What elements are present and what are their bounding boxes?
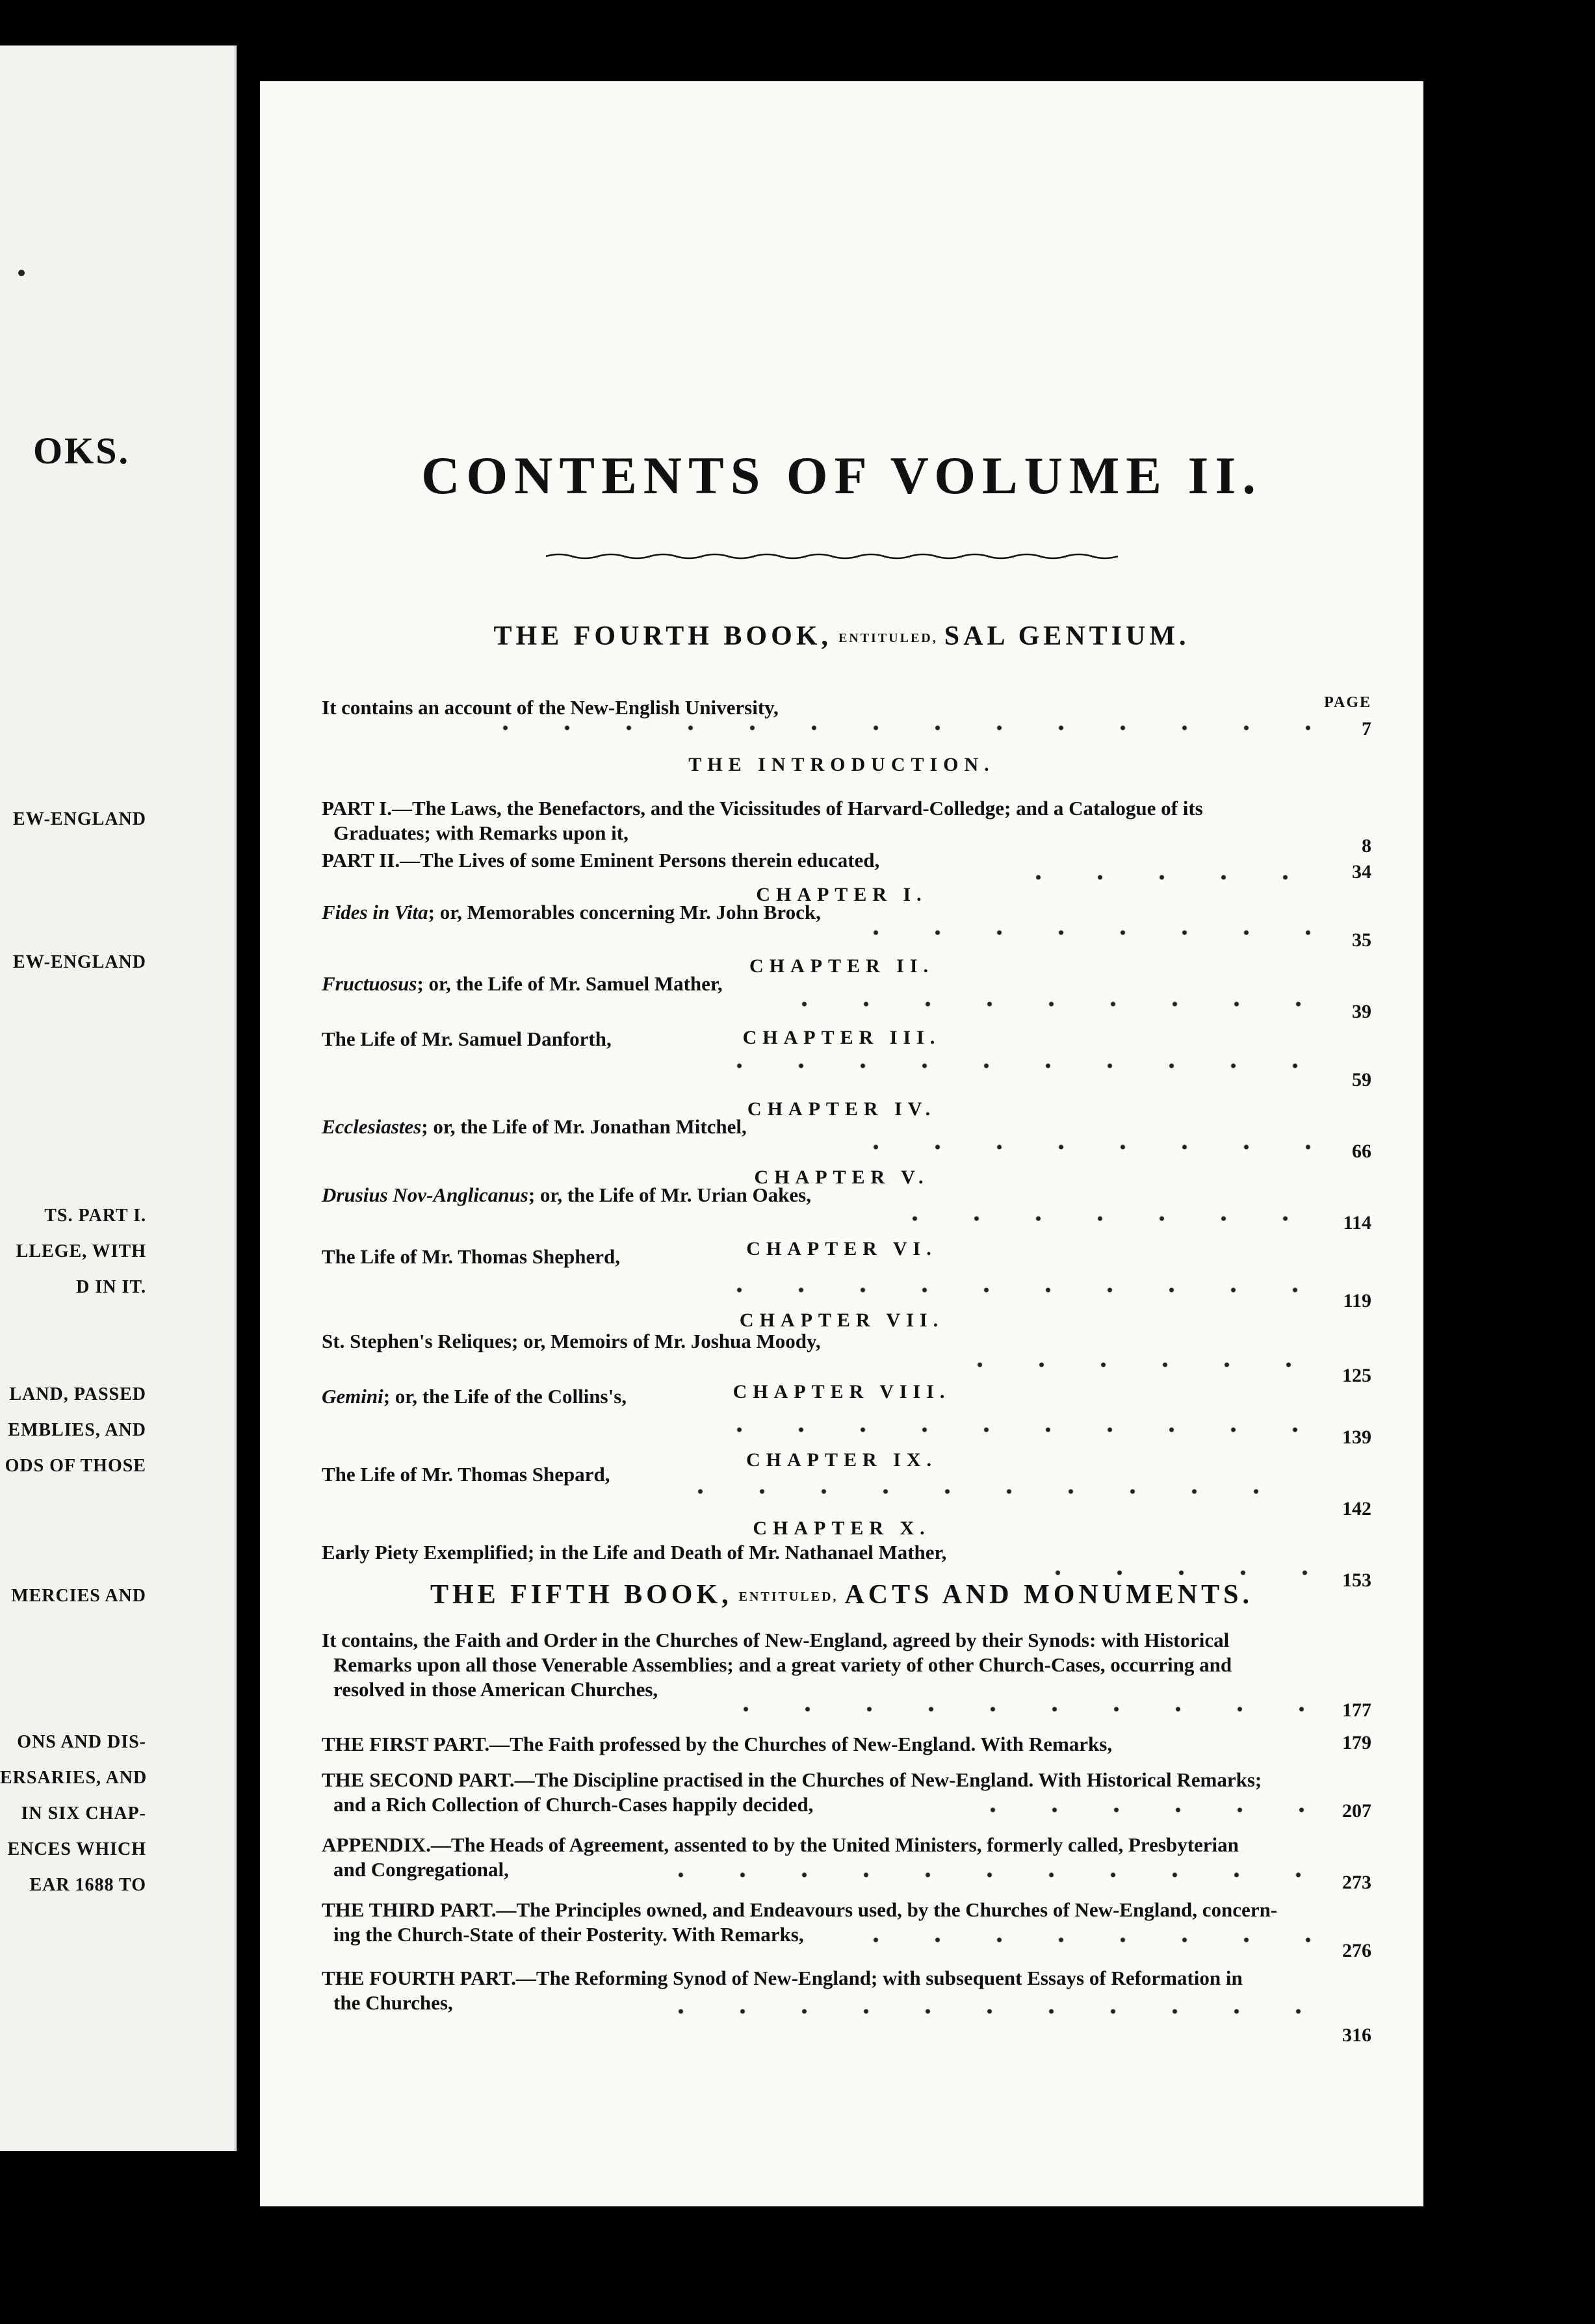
leader-dots <box>650 1868 1313 1881</box>
left-line: MERCIES AND <box>11 1586 146 1606</box>
left-line: D IN IT. <box>76 1277 146 1297</box>
page-number: 207 <box>1342 1800 1371 1822</box>
left-line: ENCES WHICH <box>7 1839 146 1859</box>
left-line: LLEGE, WITH <box>16 1241 146 1261</box>
chapter-heading: CHAPTER IV. <box>747 1098 937 1120</box>
entry-text: resolved in those American Churches, <box>333 1678 658 1701</box>
page-number: 8 <box>1362 835 1371 857</box>
entry-lead: Fructuosus <box>322 972 417 995</box>
leader-dots <box>962 1803 1313 1816</box>
chapter-entry <box>322 1245 1371 1269</box>
book5-entry <box>322 1628 1371 1702</box>
left-line: EW-ENGLAND <box>13 809 146 829</box>
entry-text: THE FIRST PART.—The Faith professed by the Churches of New-England. With Remarks, <box>322 1733 1113 1755</box>
left-heading: OKS. <box>33 430 130 472</box>
page-number: 35 <box>1352 929 1371 951</box>
entry-text: ing the Church-State of their Posterity. With Remarks, <box>333 1923 804 1946</box>
introduction-heading: THE INTRODUCTION. <box>688 754 995 775</box>
entry-text: PART I.—The Laws, the Benefactors, and the Vicissitudes of Harvard-Colledge; and a Catalogue of its <box>322 797 1203 820</box>
book4-heading-a: THE FOURTH BOOK, <box>493 621 832 651</box>
part2-entry <box>322 848 1371 873</box>
leader-dots <box>650 2005 1313 2018</box>
book5-heading-a: THE FIFTH BOOK, <box>430 1580 733 1610</box>
page-number: 273 <box>1342 1872 1371 1893</box>
leader-dots <box>474 721 1313 734</box>
book4-heading <box>260 621 1423 652</box>
page-number: 179 <box>1342 1732 1371 1753</box>
chapter-heading: CHAPTER VI. <box>746 1238 937 1259</box>
entry-text: ; or, the Life of the Collins's, <box>383 1385 627 1408</box>
leader-dots <box>708 1423 1313 1436</box>
book4-intro-entry <box>322 695 1371 720</box>
contents-page <box>260 81 1423 2206</box>
book4-heading-b: SAL GENTIUM. <box>944 621 1190 651</box>
chapter-entry <box>322 1540 1371 1565</box>
entry-text: Early Piety Exemplified; in the Life and Death of Mr. Nathanael Mather, <box>322 1541 947 1564</box>
chapter-entry <box>322 1462 1371 1487</box>
chapter-heading: CHAPTER X. <box>753 1517 931 1539</box>
page-number: 139 <box>1342 1427 1371 1448</box>
leader-dots <box>669 1485 1313 1498</box>
book5-entry <box>322 1732 1371 1757</box>
left-line: IN SIX CHAP- <box>21 1803 146 1824</box>
chapter-heading: CHAPTER IX. <box>746 1449 937 1471</box>
page-number: 316 <box>1342 2024 1371 2046</box>
entry-text: ; or, Memorables concerning Mr. John Brock, <box>428 901 821 923</box>
entry-text: It contains an account of the New-English University, <box>322 696 779 719</box>
entry-text: ; or, the Life of Mr. Jonathan Mitchel, <box>421 1115 747 1138</box>
chapter-entry <box>322 1384 1371 1409</box>
chapter-entry <box>322 1329 1371 1354</box>
chapter-entry <box>322 1115 1371 1139</box>
chapter-entry <box>322 1183 1371 1207</box>
book5-entitled: ENTITULED, <box>738 1589 838 1604</box>
page-number: 119 <box>1343 1290 1371 1311</box>
left-line: TS. PART I. <box>44 1206 146 1226</box>
entry-text: THE THIRD PART.—The Principles owned, and Endeavours used, by the Churches of New-England, concern- <box>322 1898 1278 1921</box>
left-line: EW-ENGLAND <box>13 952 146 972</box>
page-number: 153 <box>1342 1569 1371 1591</box>
leader-dots <box>708 1284 1313 1297</box>
left-line: ODS OF THOSE <box>5 1456 146 1476</box>
page-number: 142 <box>1342 1498 1371 1519</box>
entry-text: Graduates; with Remarks upon it, <box>333 821 629 844</box>
chapter-heading: CHAPTER II. <box>749 955 935 977</box>
left-line: LAND, PASSED <box>9 1384 146 1404</box>
page-title: CONTENTS OF VOLUME II. <box>421 446 1262 505</box>
left-line: ERSARIES, AND <box>0 1768 148 1788</box>
entry-text: the Churches, <box>333 1991 453 2014</box>
entry-lead: Ecclesiastes <box>322 1115 422 1138</box>
page-number: 34 <box>1352 861 1371 883</box>
left-facing-page <box>0 45 237 2151</box>
entry-text: ; or, the Life of Mr. Samuel Mather, <box>417 972 723 995</box>
book4-entitled: ENTITULED, <box>838 630 938 645</box>
ink-mark <box>18 270 25 276</box>
leader-dots <box>1007 871 1313 884</box>
page-number: 7 <box>1362 718 1371 740</box>
entry-lead: Drusius Nov-Anglicanus <box>322 1183 528 1206</box>
left-line: EMBLIES, AND <box>8 1420 146 1440</box>
entry-text: and a Rich Collection of Church-Cases happily decided, <box>333 1793 814 1816</box>
entry-text: The Life of Mr. Thomas Shepherd, <box>322 1245 621 1268</box>
chapter-entry <box>322 972 1371 996</box>
chapter-entry <box>322 900 1371 925</box>
leader-dots <box>715 1703 1313 1716</box>
page-number: 177 <box>1342 1699 1371 1721</box>
part1-entry <box>322 796 1371 846</box>
leader-dots <box>949 1358 1313 1371</box>
book5-heading <box>260 1579 1423 1610</box>
chapter-heading: CHAPTER V. <box>754 1167 929 1188</box>
entry-text: PART II.—The Lives of some Eminent Persons therein educated, <box>322 849 880 872</box>
leader-dots <box>845 1933 1313 1946</box>
entry-text: ; or, the Life of Mr. Urian Oakes, <box>528 1183 811 1206</box>
leader-dots <box>773 998 1313 1011</box>
page-number: 114 <box>1343 1212 1371 1233</box>
left-line: EAR 1688 TO <box>29 1875 146 1895</box>
entry-text: It contains, the Faith and Order in the Churches of New-England, agreed by their Synods: with Historical <box>322 1629 1230 1651</box>
entry-text: APPENDIX.—The Heads of Agreement, assented to by the United Ministers, formerly called, Presbyterian <box>322 1833 1239 1856</box>
entry-text: THE SECOND PART.—The Discipline practised in the Churches of New-England. With Historical Remarks; <box>322 1768 1262 1791</box>
chapter-heading: CHAPTER VII. <box>739 1310 944 1331</box>
book5-heading-b: ACTS AND MONUMENTS. <box>844 1580 1253 1610</box>
chapter-heading: CHAPTER VIII. <box>733 1381 951 1402</box>
page-number: 59 <box>1352 1069 1371 1091</box>
page-number: 66 <box>1352 1141 1371 1162</box>
page-number: 276 <box>1342 1940 1371 1961</box>
entry-lead: Fides in Vita <box>322 901 428 923</box>
chapter-heading: CHAPTER I. <box>756 884 927 905</box>
entry-text: THE FOURTH PART.—The Reforming Synod of New-England; with subsequent Essays of Reformation in <box>322 1967 1243 1989</box>
leader-dots <box>708 1059 1313 1072</box>
leader-dots <box>845 1141 1313 1154</box>
entry-text: The Life of Mr. Thomas Shepard, <box>322 1463 610 1486</box>
entry-lead: Gemini <box>322 1385 383 1408</box>
leader-dots <box>1027 1566 1313 1579</box>
left-line: ONS AND DIS- <box>17 1732 146 1752</box>
chapter-heading: CHAPTER III. <box>742 1027 941 1048</box>
leader-dots <box>845 926 1313 939</box>
page-column-label: PAGE <box>1324 694 1371 711</box>
entry-text: and Congregational, <box>333 1858 509 1881</box>
chapter-entry <box>322 1027 1371 1052</box>
entry-text: The Life of Mr. Samuel Danforth, <box>322 1027 612 1050</box>
entry-text: St. Stephen's Reliques; or, Memoirs of Mr. Joshua Moody, <box>322 1330 821 1352</box>
page-number: 39 <box>1352 1001 1371 1022</box>
ornamental-rule <box>546 552 1118 560</box>
entry-text: Remarks upon all those Venerable Assemblies; and a great variety of other Church-Cases, occurring and <box>333 1653 1232 1676</box>
leader-dots <box>884 1212 1313 1225</box>
page-number: 125 <box>1342 1365 1371 1386</box>
